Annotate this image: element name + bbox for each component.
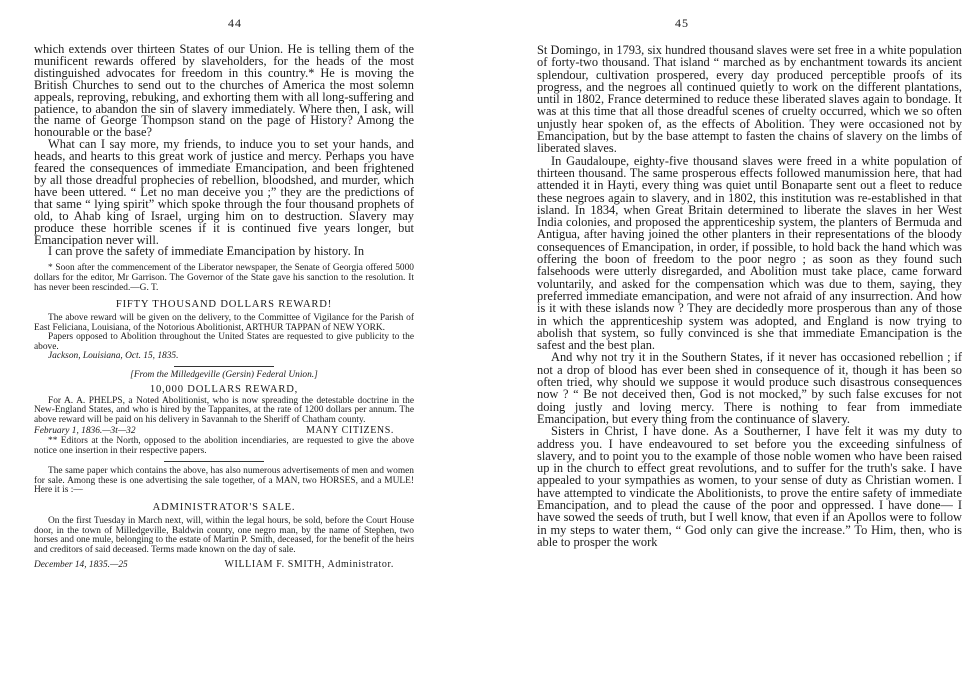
reward1-text-2: Papers opposed to Abolition throughout the United States are requested to give publicity to the above.: [34, 332, 414, 352]
right-para-3: And why not try it in the Southern States, if it never has occasioned rebellion ; if not a drop of blood has ever been shed in consequence of it, though it has been so often tried, why should we suppose it would produce such disastrous consequences now ? “ Be not deceived then, God is not mocked,” by such false excuses for not doing justly and loving mercy. There is nothing to fear from immediate Emancipation, but every thing from the continuance of slavery.: [537, 350, 962, 426]
left-para-2: What can I say more, my friends, to induce you to set your hands, and heads, and hearts to this great work of justice and mercy. Perhaps you have feared the consequences of immediate Emancipation, and been frightened by all those dreadful prophecies of rebellion, bloodshed, and murder, which have been uttered. “ Let no man deceive you ;” they are the predictions of that same “ lying spirit” which spoke through the four thousand prophets of old, to Ahab king of Israel, urging him on to destruction. Slavery may produce these horrible scenes if it is continued five years longer, but Emancipation never will.: [34, 137, 414, 247]
reward2-source: [From the Milledgeville (Gersin) Federal Union.]: [130, 370, 318, 381]
reward1-text: The above reward will be given on the delivery, to the Committee of Vigilance for the Parish of East Feliciana, Louisiana, of the Notorious Abolitionist, ARTHUR TAPPAN of NEW YORK.: [34, 313, 414, 333]
paper-note: The same paper which contains the above, has also numerous advertisements of men and women for sale. Among these is one advertising the sale together, of a MAN, two HORSES, and a MULE! Here it is :—: [34, 466, 414, 496]
reward2-heading: 10,000 DOLLARS REWARD,: [149, 383, 299, 395]
sale-text: On the first Tuesday in March next, will, within the legal hours, be sold, before the Court House door, in the town of Milledgeville, Baldwin county, one negro man, by the name of Stephen, two horses and one mule, belonging to the estate of Martin P. Smith, deceased, for the benefit of the heirs and creditors of said deceased. Terms made known on the day of sale.: [34, 516, 414, 555]
reward2-note: ** Editors at the North, opposed to the abolition incendiaries, are requested to give the above notice one insertion in their respective papers.: [34, 436, 414, 456]
left-para-3: I can prove the safety of immediate Emancipation by history. In: [48, 244, 365, 259]
left-column: [34, 44, 414, 571]
reward2-text: For A. A. PHELPS, a Noted Abolitionist, who is now spreading the detestable doctrine in the New-England States, and who is hired by the Tappanites, at the rate of 1200 dollars per annum. The above reward will be paid on his delivery in Savannah to the Sheriff of Chatham county.: [34, 395, 414, 425]
reward2-signature: MANY CITIZENS.: [305, 425, 394, 437]
left-para-1: which extends over thirteen States of our Union. He is telling them of the munificent rewards offered by slaveholders, for the heads of the most distinguished advocates for freedom in this country.* He is moving the British Churches to send out to the churches of America the most solemn appeals, reproving, rebuking, and exhorting them with all long-suffering and patience, to abandon the sin of slavery immediately. Where then, I ask, will the name of George Thompson stand on the page of History? Among the honourable or the base?: [34, 42, 414, 140]
right-para-4: Sisters in Christ, I have done. As a Southerner, I have felt it was my duty to address you. I have endeavoured to set before you the exceeding sinfulness of slavery, and to point you to the example of those noble women who have been raised up in the church to effect great revolutions, and to suffer for the truth's sake. I have appealed to your sympathies as women, to your sense of duty as Christian women. I have attempted to vindicate the Abolitionists, to prove the entire safety of immediate Emancipation, and to plead the cause of the poor and oppressed. I have done— I have sowed the seeds of truth, but I well know, that even if an Apollos were to follow in my steps to water them, “ God only can give the increase.” To Him, then, who is able to prosper the work: [537, 424, 962, 549]
left-page: [0, 0, 480, 700]
sale-signature: WILLIAM F. SMITH, Administrator.: [224, 559, 394, 571]
reward2-dateline: February 1, 1836.—3t—32: [34, 426, 136, 437]
divider: [174, 366, 274, 367]
divider: [164, 461, 264, 462]
right-page: [490, 0, 980, 700]
left-page-number: 44: [228, 16, 242, 30]
sale-heading: ADMINISTRATOR'S SALE.: [152, 502, 296, 513]
footnote: * Soon after the commencement of the Liberator newspaper, the Senate of Georgia offered 5000 dollars for the editor, Mr Garrison. The Governor of the State gave his sanction to the resolution. It has never been rescinded.—G. T.: [34, 263, 414, 293]
right-para-1: St Domingo, in 1793, six hundred thousand slaves were set free in a white population of forty-two thousand. That island “ marched as by enchantment towards its ancient splendour, cultivation prospered, every day produced perceptible proofs of its progress, and the negroes all continued quietly to work on the different plantations, until in 1802, France determined to reduce these liberated slaves again to bondage. It was at this time that all those dreadful scenes of cruelty occurred, which we so often unjustly hear spoken of, as the effects of Abolition. They were occasioned not by Emancipation, but by the base attempt to fasten the chains of slavery on the limbs of liberated slaves.: [537, 43, 962, 156]
right-para-2: In Gaudaloupe, eighty-five thousand slaves were freed in a white population of thirteen thousand. The same prosperous effects followed manumission here, that had attended it in Hayti, every thing was quiet until Bonaparte sent out a fleet to reduce these negroes again to slavery, and in 1802, this institution was re-established in that island. In 1834, when Great Britain determined to liberate the slaves in her West India colonies, and proposed the apprenticeship system, the planters of Bermuda and Antigua, after having joined the other planters in their representations of the bloody consequences of Emancipation, in order, if possible, to hold back the hand which was offering the boon of freedom to the poor negro ; as soon as they found such falsehoods were utterly disregarded, and Abolition must take place, came forward voluntarily, and asked for the compensation which was due to them, saying, they preferred immediate emancipation, and were not afraid of any insurrection. And how is it with these islands now ? They are decidedly more prosperous than any of those in which the apprenticeship system was adopted, and England is now trying to abolish that system, so fully convinced is she that immediate Emancipation is the safest and the best plan.: [537, 153, 962, 353]
right-column: [537, 44, 962, 548]
reward1-dateline: Jackson, Louisiana, Oct. 15, 1835.: [48, 351, 179, 362]
sale-dateline: December 14, 1835.—25: [34, 560, 128, 571]
reward1-heading: FIFTY THOUSAND DOLLARS REWARD!: [115, 299, 333, 311]
right-page-number: 45: [675, 16, 689, 30]
